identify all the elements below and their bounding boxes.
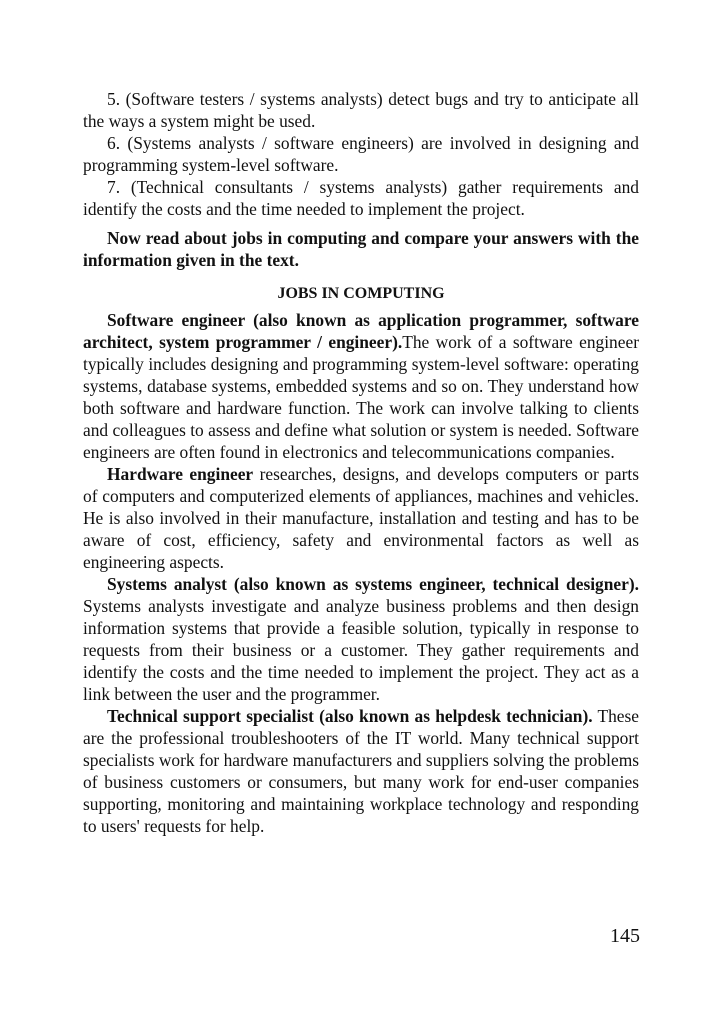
exercise-item-text: (Software testers / systems analysts) detect bugs and try to anticipate all the ways a system might be used. xyxy=(83,89,639,131)
job-description: These are the professional troubleshooters of the IT world. Many technical support specialists work for hardware manufacturers and suppliers solving the problems of business customers or consumers, but many work for end-user companies supporting, monitoring and maintaining workplace technology and responding to users' requests for help. xyxy=(83,706,640,836)
job-description: Systems analysts investigate and analyze business problems and then design information systems that provide a feasible solution, typically in response to requests from their business or a customer. They gather requirements and identify the costs and the time needed to implement the project. They act as a link between the user and the programmer. xyxy=(83,596,639,704)
job-title: Hardware engineer xyxy=(107,464,254,484)
reading-instruction: Now read about jobs in computing and compare your answers with the information given in the text. xyxy=(83,228,639,270)
exercise-item-text: (Technical consultants / systems analysts) gather requirements and identify the costs and the time needed to implement the project. xyxy=(83,177,639,219)
exercise-item xyxy=(83,176,639,220)
exercise-item-number: 7. xyxy=(107,177,121,197)
page-number: 145 xyxy=(610,925,640,947)
job-description: The work of a software engineer typically includes designing and programming system-level software: operating systems, database systems, embedded systems and so on. They understand how both software and hardware function. The work can involve talking to clients and colleagues to assess and define what solution or system is needed. Software engineers are often found in electronics and telecommunications companies. xyxy=(83,332,639,462)
exercise-item-text: (Systems analysts / software engineers) are involved in designing and programming system-level software. xyxy=(83,133,639,175)
article-paragraph xyxy=(83,705,639,837)
exercise-item-number: 5. xyxy=(107,89,121,109)
job-title: Software engineer (also known as application programmer, software architect, system programmer / engineer). xyxy=(83,310,639,352)
exercise-item xyxy=(83,88,639,132)
article-paragraph xyxy=(83,309,639,463)
exercise-item xyxy=(83,132,639,176)
page-content xyxy=(83,88,639,837)
job-title: Technical support specialist (also known as helpdesk technician). xyxy=(107,706,593,726)
exercise-list xyxy=(83,88,639,220)
article-paragraph xyxy=(83,573,639,705)
article-paragraph xyxy=(83,463,639,573)
article-title: JOBS IN COMPUTING xyxy=(277,285,445,302)
job-title: Systems analyst (also known as systems engineer, technical designer). xyxy=(107,574,639,594)
exercise-item-number: 6. xyxy=(107,133,121,153)
job-description: researches, designs, and develops computers or parts of computers and computerized elements of appliances, machines and vehicles. He is also involved in their manufacture, installation and testing and has to be aware of cost, efficiency, safety and environmental factors as well as engineering aspects. xyxy=(83,464,639,572)
